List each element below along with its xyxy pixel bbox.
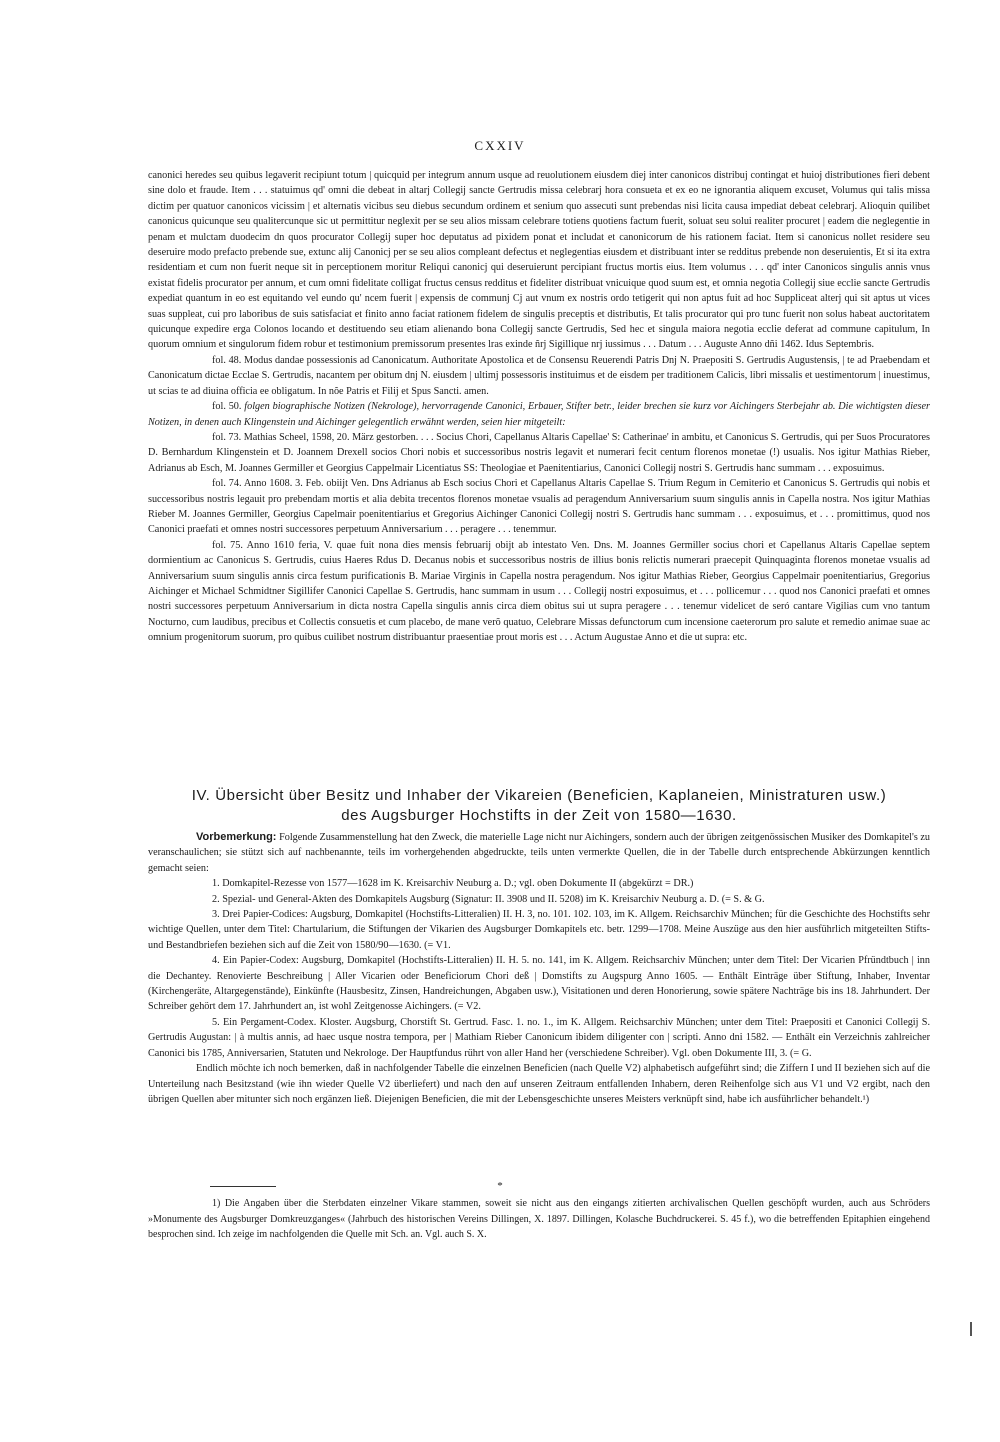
fol-50-text: folgen biographische Notizen (Nekrologe), hervorragende Canonici, Erbauer, Stifter betr., leider brechen sie kurz vor Aichingers Sterbejahr ab. Die wichtigsten dieser Notizen, in denen auch Klingenstein und Aichinger gelegentlich erwähnt werden, seien hier mitgeteilt:	[148, 401, 930, 428]
vorbemerkung-text: Folgende Zusammenstellung hat den Zweck, die materielle Lage nicht nur Aichingers, sondern auch der übrigen zeitgenössischen Musiker des Domkapitel's zu veranschaulichen; sie stützt sich auf nachbenannte, teils im vorhergehenden abgedruckte, teils unten vermerkte Quellen, die in der Tabelle durch entsprechende Abkürzungen kenntlich gemacht seien:	[148, 832, 931, 874]
fol-74-paragraph: fol. 74. Anno 1608. 3. Feb. obiijt Ven. Dns Adrianus ab Esch socius Chori et Capellanus Altaris Capellae S. Trium Regum in Cemiterio et Canonicus S. Gertrudis qui nobis et successoribus nostris legauit pro prebendam mortis et alia debita trecentos florenos monetae vsualis ad peragendum Anniversarium suum singulis annis in Capella nostra. Nos igitur Mathias Rieber M. Joannes Germiller, Georgius Capelmair poenitentiarius et Gregorius Aichinger Canonici Collegij nostri S. Gertrudis hanc summam . . . exposuimus, et . . . promittimus, quod nos Canonici praefati et omnes nostri successores perpetuum Anniversarium . . . peragere . . . tenemmur.	[148, 478, 930, 536]
source-item: 1. Domkapitel-Rezesse von 1577—1628 im K. Kreisarchiv Neuburg a. D.; vgl. oben Dokumente II (abgekürzt = DR.)	[212, 878, 694, 890]
section-heading	[148, 786, 930, 826]
margin-mark	[970, 1322, 972, 1336]
footnote-rule	[210, 1186, 276, 1187]
source-item: 5. Ein Pergament-Codex. Kloster. Augsburg, Chorstift St. Gertrud. Fasc. 1. no. 1., im K. Allgem. Reichsarchiv München; unter dem Titel: Praepositi et Canonici Collegij S. Gertrudis Augustan: | à multis annis, ad haec usque nostra tempora, per | Mathiam Rieber Canonicum ibidem diligenter con | scripti. Anno dni 1582. — Enthält ein Verzeichnis zahlreicher Canonici bis 1785, Anniversarien, Statuten und Nekrologe. Der Hauptfundus rührt von aller Hand her (verschiedene Schreiber). Vgl. oben Dokumente III, 3. (= G.	[148, 1016, 930, 1059]
source-item: 4. Ein Papier-Codex: Augsburg, Domkapitel (Hochstifts-Litteralien) II. H. 5. no. 141, im K. Allgem. Reichsarchiv München; unter dem Titel: Der Vicarien Pfründtbuch | inn die Dechantey. Renovierte Beschreibung | Aller Vicarien oder Beneficiorum Chori deß | Domstifts zu Augspurg Anno 1605. — Enthält Einträge über Stiftung, Inhaber, Inventar (Kirchengeräte, Altargegenstände), Einkünfte (Hausbesitz, Zinsen, Handreichungen, Abgaben usw.), Visitationen und deren Honorierung, sowie spätere Nachträge bis ins 18. Jahrhundert. Der Schreiber gehört dem 17. Jahrhundert an, ist wohl Zeitgenosse Aichingers. (= V2.	[148, 955, 930, 1013]
page-number: CXXIV	[474, 138, 526, 153]
latin-paragraph: canonici heredes seu quibus legaverit recipiunt totum | quicquid per integrum annum usque ad reuolutionem eiusdem diej inter canonicos distribuj contingat et huioj distributiones fieri debent sine dolo et fraude. Item . . . statuimus qd' omni die debeat in altarj Collegij sancte Gertrudis missa celebrarj hora consueta et ex eo ne ignorantia aliquem excuset, Volumus qui talis missa dictim per quatuor canonicos vicissim | et alternatis vicibus seu diebus secundum ordinem et senium quo assecuti sunt prebendas nisi licita causa impediat debeat celebrarj. Alioquin quilibet canonicus quicunque seu qualitercunque sic ut permittitur neglexit per se seu alios missam celebrare totiens quotiens factum fuerit, soluat seu solui realiter procuret | eadem die neglegentie in penam et mulctam duodecim dn quos procurator Collegij super hoc deputatus ad pixidem ponat et includat et canonicorum de his rationem faciat. Item si canonicus nollet residere seu deseruire modo prefacto prebende sue, extunc alij Canonicj per se seu alios compleant defectus et neglegentias eiusdem et distribuant inter se redditus prebende non deseruientis, Et si ita extra residentiam et cum non fuerit neque sit in perceptionem moritur Reliqui canonicj qui deseruierunt percipiant fructus mortis eius. Item volumus . . . qd' inter Canonicos singulis annis vnus existat fidelis procurator per annum, et cum omni fidelitate colligat fructus census redditus et fideliter distribuat vnicuique quod suum est, et omnia negotia Collegij siue ecclie sancte Gertrudis expediat quantum in eo est equitando vel eundo qu' ncem fuerit | expensis de communj Cj aut vnum ex nostris ordo tetigerit qui non aptus fuit ad hoc Suppliceat alterj qui sit aptus ut vices suas suppleat, cui pro laboribus de suis satisfaciat et finito anno faciat rationem fidelem de singulis preceptis et distributis, Et talis procurator qui pro tunc fuerit non solus habeat auctoritatem quicunque expedire erga Colonos locando et destituendo seu etiam alienando bona Collegij sancte Gertrudis, Sed hec et singula maiora negotia ecclie deferat ad commune capitulum, In quorum omnium et singulorum fidem robur et testimonium premissorum presentes lras exinde ñrj Sigillique nrj iussimus . . . Datum . . . Auguste Anno dñi 1462. Idus Septembris.	[148, 170, 930, 351]
source-item: 2. Spezial- und General-Akten des Domkapitels Augsburg (Signatur: II. 3908 und II. 5208) im K. Kreisarchiv Neuburg a. D. (= S. & G.	[212, 893, 765, 905]
section-star: *	[497, 1180, 503, 1192]
footnote: 1) Die Angaben über die Sterbdaten einzelner Vikare stammen, soweit sie nicht aus den eingangs zitierten archivalischen Quellen geschöpft wurden, auch aus Schröders »Monumente des Augsburger Domkreuzganges« (Jahrbuch des historischen Vereins Dillingen, X. 1897. Dillingen, Kolasche Buchdruckerei. S. 45 f.), wo die betreffenden Epitaphien eingehend besprochen sind. Ich zeige im nachfolgenden die Quelle mit Sch. an. Vgl. auch S. X.	[148, 1198, 930, 1240]
vorbemerkung-block	[148, 830, 930, 1107]
section-heading-line-1: IV. Übersicht über Besitz und Inhaber der Vikareien (Beneficien, Kaplaneien, Ministraturen usw.)	[191, 787, 887, 804]
fol-50-paragraph	[148, 399, 930, 430]
fol-50-label: fol. 50.	[212, 401, 242, 413]
fol-48-paragraph: fol. 48. Modus dandae possessionis ad Canonicatum. Authoritate Apostolica et de Consensu Reuerendi Patris Dnj N. Praepositi S. Gertrudis Augustensis, | te ad Praebendam et Canonicatum dictae Ecclae S. Gertrudis, nacantem per obitum dnj N. eiusdem | ultimj possessoris instituimus et de eisdem per traditionem Calicis, libri missalis et uestimentorum | inuestimus, ut scias te ad diuina officia ee obligatum. In nõe Patris et Filij et Spus Sancti. amen.	[148, 354, 930, 397]
fol-73-paragraph: fol. 73. Mathias Scheel, 1598, 20. März gestorben. . . . Socius Chori, Capellanus Altaris Capellae' S: Catherinae' in ambitu, et Canonicus S. Gertrudis, qui per Suos Procuratores D. Bernhardum Klingenstein et D. Joannem Drexell socios Chori nobis et successoribus nostris legavit et numerari fecit centum florenos monetae (!) usualis. Nos igitur Mathias Rieber, Adrianus ab Esch, M. Joannes Germiller et Georgius Cappelmair Licentiatus SS: Theologiae et Paenitentiarius, Canonici Collegij nostri S. Gertrudis hanc summam . . . exposuimus.	[148, 431, 930, 474]
latin-statute-block	[148, 168, 930, 646]
source-item: 3. Drei Papier-Codices: Augsburg, Domkapitel (Hochstifts-Litteralien) II. H. 3, no. 101. 102. 103, im K. Allgem. Reichsarchiv München; für die Geschichte des Hochstifts sehr wichtige Quellen, unter dem Titel: Chartularium, die Stiftungen der Vikarien des Augsburger Domkapitels etc. betr. 1299—1708. Meine Auszüge aus den hier ausführlich mitgeteilten Stifts- und Bestandbriefen beziehen sich auf die Zeit von 1580/90—1630. (= V1.	[148, 909, 930, 951]
vorbemerkung-paragraph	[148, 830, 930, 876]
section-heading-line-2: des Augsburger Hochstifts in der Zeit von 1580—1630.	[341, 807, 737, 824]
vorbemerkung-label: Vorbemerkung:	[196, 831, 277, 843]
fol-75-paragraph: fol. 75. Anno 1610 feria, V. quae fuit nona dies mensis februarij obijt ab intestato Ven. Dns. M. Joannes Germiller socius chori et Capellanus Altaris Capellae septem dormientium ac Canonicus S. Gertrudis, cuius Haeres Rdus D. Decanus nobis et successoribus nostris de illius bonis relictis numerari praecepit Quinquaginta florenos monetae vsualis ad Anniversarium suum singulis annis circa festum purificationis B. Mariae Virginis in Capella nostra peragendum. Nos igitur Mathias Rieber, Georgius Cappelmair poenitentiarius, Gregorius Aichinger et Michael Schmidtner Sigillifer Canonici Capellae S. Gertrudis, hanc summam in usum . . . Collegij nostri exposuimus, et . . . pollicemur . . . quod nos Canonici praefati et omnes nostri successores perpetuum Anniversarium in dicta nostra Capella singulis annis circa diem obitus sui ut supra peragere . . . tenemur videlicet de seró cantare Vigilias cum vno tantum Nocturno, cum laudibus, precibus et Collectis consuetis et cum placebo, de mane verõ quatuo, Celebrare Missas defunctorum cum incensione caeterorum pro salute et remedio animae suae ac omnium progenitorum suorum, pro quibus cuilibet nostrum distribuantur praesentiae prout moris est . . . Actum Augustae Anno et die ut supra: etc.	[148, 539, 930, 644]
closing-paragraph: Endlich möchte ich noch bemerken, daß in nachfolgender Tabelle die einzelnen Beneficien (nach Quelle V2) alphabetisch aufgeführt sind; die Ziffern I und II beziehen sich auf die Unterteilung nach Besitzstand (wie ihn wieder Quelle V2 überliefert) und nach den auf unseren Zeitraum entfallenden Inhabern, deren Reihenfolge sich aus V1 und V2 ergibt, nach den übrigen Quellen aber mitunter sich noch ergänzen ließ. Diejenigen Beneficien, die mit der Lebensgeschichte unseres Meisters verknüpft sind, habe ich ausführlicher behandelt.¹)	[148, 1063, 930, 1105]
